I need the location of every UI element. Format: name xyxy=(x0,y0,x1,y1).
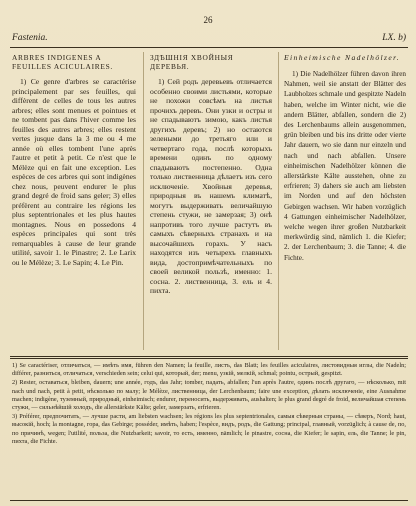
footnote-rule xyxy=(10,356,408,357)
column-title-german: Einheimische Nadelhölzer. xyxy=(284,53,400,62)
footnotes xyxy=(12,362,406,447)
bottom-rule xyxy=(10,500,408,501)
column-text-german: 1) Die Nadelhölzer führen davon ihren Nahmen, weil sie anstatt der Blätter des Laubholzes schmale und gespitzte Nadeln haben, welche im Winter nicht, wie die andern Blätter, abfallen, sondern die 2) des Lerchenbaums allein ausgenommen, grün bleiben und bis ins dritte oder vierte Jahr dauern, wo sie dann nur einzeln und nach und nach abfallen. Unsere einheimischen Nadelhölzer können die allerstärkste Kälte ausstehen, ohne zu erfrieren; 3) dahers sie auch am liebsten im Norden und auf den höchsten Gebirgen wachsen. Wir haben vorzüglich 4 Gattungen einheimischer Nadelhölzer, welche wegen ihrer großen Nutzbarkeit merkwürdig sind, nämlich 1. die Kiefer; 2. der Lerchenbaum; 3. die Tanne; 4. die Fichte. xyxy=(284,70,406,262)
running-head xyxy=(12,33,406,43)
footnote: 2) Rester, оставаться, bleiben, dauern; une année, годъ, das Jahr; tomber, падать, abfallen; l'un après l'autre, одинъ послѣ другаго, — нѣсколько, mit nach und nach, petit à petit, нѣсколько по малу; le Mélèze, лиственница, der Lerchenbaum; faire une exception, дѣлать исключеніе, eine Ausnahme machen; indigène, туземный, природный, einheimisch; endurer, переносить, выдерживать, aushalten; le plus grand degré de froid, величайшая степень стужи, — сильнѣйшій холодъ, die allerstärkste Kälte; geler, замерзать, erfrieren. xyxy=(12,379,406,412)
column-russian xyxy=(150,53,272,296)
page-number: 26 xyxy=(203,15,213,25)
column-text-french: 1) Ce genre d'arbres se caractérise principalement par ses feuilles, qui diffèrent de celles de tous les autres arbres; elles sont menues et pointues et ne tombent pas dans l'hiver comme les feuilles des autres arbres; elles restent vertes jusque dans la 3 me ou 4 me année où elles tombent l'une après l'autre et petit à petit. Ce n'est que le Mélèze qui en fait une exception. Les espèces de ces arbres qui sont indigènes chez nous, peuvent endurer le plus grand degré de froid sans geler; 3) elles préfèrent au contraire les régions les plus septentrionales et les plus hautes montagnes. Nous en possedons 4 espèces principales qui sont très remarquables à cause de leur grande utilité, savoir 1. le Pinastre; 2. Le Larix ou le Mélèze; 3. Le Sapin; 4. Le Pin. xyxy=(12,77,136,267)
column-divider xyxy=(143,52,144,350)
column-french xyxy=(12,53,136,267)
header-rule xyxy=(10,47,408,48)
running-head-right: LX. b) xyxy=(382,33,406,43)
column-title-russian: ЗДѢШНІЯ ХВОЙНЫЯ ДЕРЕВЬЯ. xyxy=(150,53,234,71)
running-head-left: Fastenia. xyxy=(12,33,48,43)
column-title-french: ARBRES INDIGENES A FEUILLES ACICULAIRES. xyxy=(12,53,113,71)
footnote: 3) Préférer, предпочитать, — лучше расти, am liebsten wachsen; les régions les plus septentrionales, самыя сѣверныя страны, — сѣверъ, Nord; haut, высокій, hoch; la montagne, гора, das Gebirge; posséder, имѣть, haben; l'espèce, видъ, родъ, die Gattung; principal, главный, vorzüglich; à cause de, по, по причинѣ, wegen; l'utilité, польза, die Nutzbarkeit; savoir, то есть, именно, nämlich; le pinastre, сосна, die Kiefer; le sapin, ель, die Tanne; le pin, пихта, die Fichte. xyxy=(12,413,406,445)
footnote-rule xyxy=(10,358,408,359)
column-text-russian: 1) Сей родъ деревьевъ отличается особенно своими листьями, которые не похожи совсѣмъ на листья прочихъ деревъ. Они узки и остры и не спадываютъ зимою, какъ листья другихъ деревъ; 2) но остаются зелеными до третьяго или и четвертаго года, послѣ которыхъ времени одинъ по одному спадываютъ постепенно. Одна только лиственница дѣлаетъ изъ сего исключеніе. Хвойныя деревья, природныя въ нашемъ климатѣ, могутъ выдерживать величайшую степень стужи, не замерзая; 3) онѣ напротивъ того лучше растутъ въ самыхъ сѣверныхъ странахъ и на высочайшихъ горахъ. У насъ находятся изъ четырехъ главныхъ вида, достопримѣчательныхъ по своей великой пользѣ, именно: 1. сосна. 2. лиственница, 3. ель и 4. пихта. xyxy=(150,77,272,295)
column-divider xyxy=(278,52,279,350)
footnote: 1) Se caractériser, отличаться, — имѣть имя, führen den Namen; la feuille, листъ, das Blatt; les feuilles aciculaires, листовидныя иглы, die Nadeln; différer, разниться, отличаться, verschieden sein; celui qui, который, der; menu, узкій, мелкій, schmal; pointu, острый, gespitzt. xyxy=(12,362,406,378)
column-german xyxy=(284,53,406,263)
